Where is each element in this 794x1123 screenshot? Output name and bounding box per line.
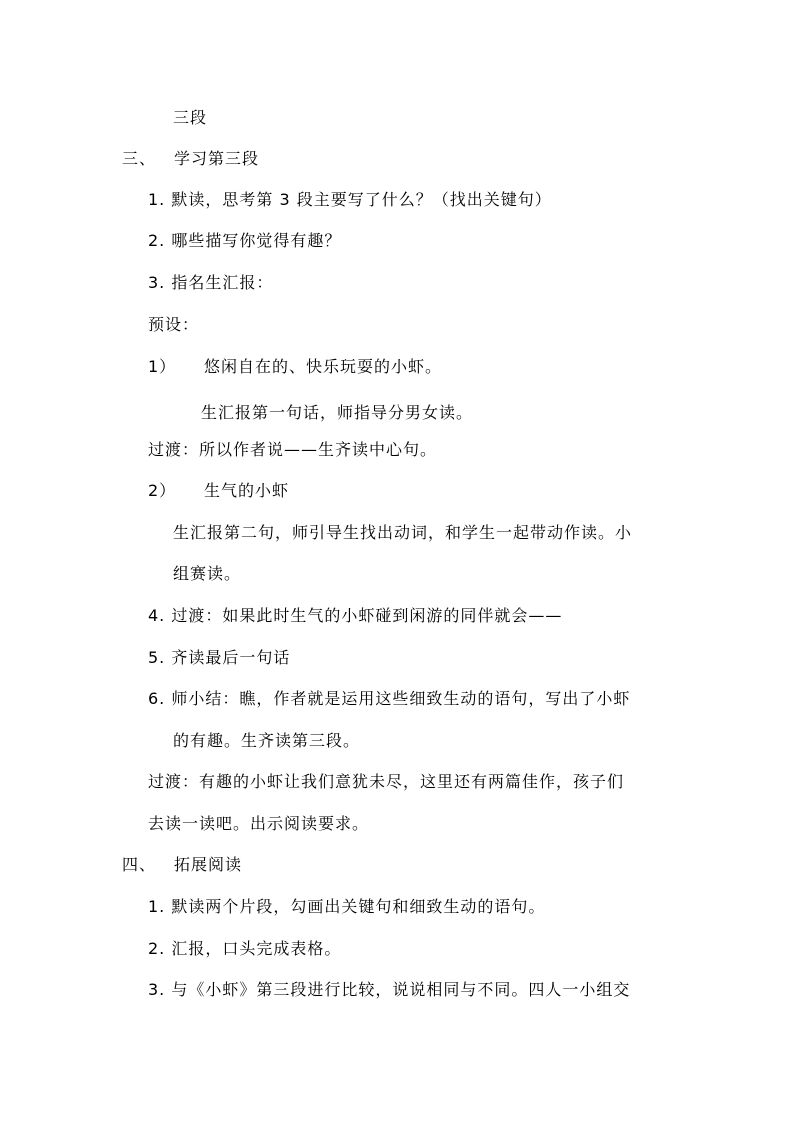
- sub-item: [148, 357, 442, 377]
- paragraph-line: [173, 731, 360, 751]
- line-text: 1. 默读，思考第 3 段主要写了什么？（找出关键句）: [148, 190, 552, 209]
- paragraph-continuation: [173, 108, 207, 128]
- paragraph-line: [173, 564, 241, 584]
- line-text: 去读一读吧。出示阅读要求。: [148, 814, 370, 833]
- list-item: [148, 190, 552, 210]
- paragraph-line: [148, 772, 624, 792]
- line-text: 1. 默读两个片段，勾画出关键句和细致生动的语句。: [148, 897, 546, 916]
- list-item: [148, 897, 545, 917]
- paragraph-line: [173, 523, 632, 543]
- sub-item-number: 2）: [148, 481, 177, 500]
- line-text: 生汇报第一句话，师指导分男女读。: [201, 403, 474, 422]
- line-text: 过渡：有趣的小虾让我们意犹未尽，这里还有两篇佳作，孩子们: [148, 772, 625, 791]
- line-text: 2. 哪些描写你觉得有趣？: [148, 231, 342, 250]
- line-text: 4. 过渡：如果此时生气的小虾碰到闲游的同伴就会——: [148, 606, 563, 625]
- section-number: 四、: [122, 855, 157, 874]
- sub-item-text: 生气的小虾: [204, 481, 290, 500]
- section-heading-4: [122, 855, 242, 875]
- line-text: 2. 汇报，口头完成表格。: [148, 939, 342, 958]
- sub-item-number: 1）: [148, 357, 177, 376]
- paragraph-line: [148, 814, 369, 834]
- line-text: 生汇报第二句，师引导生找出动词，和学生一起带动作读。小: [173, 523, 633, 542]
- list-item: [148, 273, 273, 293]
- section-title: 学习第三段: [174, 149, 260, 168]
- section-title: 拓展阅读: [174, 855, 243, 874]
- line-text: 组赛读。: [173, 564, 242, 583]
- paragraph-line: [148, 315, 199, 335]
- line-text: 5. 齐读最后一句话: [148, 648, 291, 667]
- line-text: 3. 指名生汇报：: [148, 273, 274, 292]
- line-text: 三段: [173, 108, 208, 127]
- list-item: [148, 648, 290, 668]
- line-text: 过渡：所以作者说——生齐读中心句。: [148, 440, 438, 459]
- list-item: [148, 939, 341, 959]
- line-text: 预设：: [148, 315, 200, 334]
- section-heading-3: [122, 149, 259, 169]
- line-text: 6. 师小结：瞧，作者就是运用这些细致生动的语句，写出了小虾: [148, 689, 631, 708]
- paragraph-line: [148, 440, 437, 460]
- paragraph-line: [201, 403, 473, 423]
- sub-item-text: 悠闲自在的、快乐玩耍的小虾。: [204, 357, 443, 376]
- list-item: [148, 606, 562, 626]
- list-item: [148, 980, 630, 1000]
- list-item: [148, 231, 341, 251]
- list-item: [148, 689, 630, 709]
- section-number: 三、: [122, 149, 157, 168]
- line-text: 3. 与《小虾》第三段进行比较，说说相同与不同。四人一小组交: [148, 980, 631, 999]
- line-text: 的有趣。生齐读第三段。: [173, 731, 361, 750]
- sub-item: [148, 481, 289, 501]
